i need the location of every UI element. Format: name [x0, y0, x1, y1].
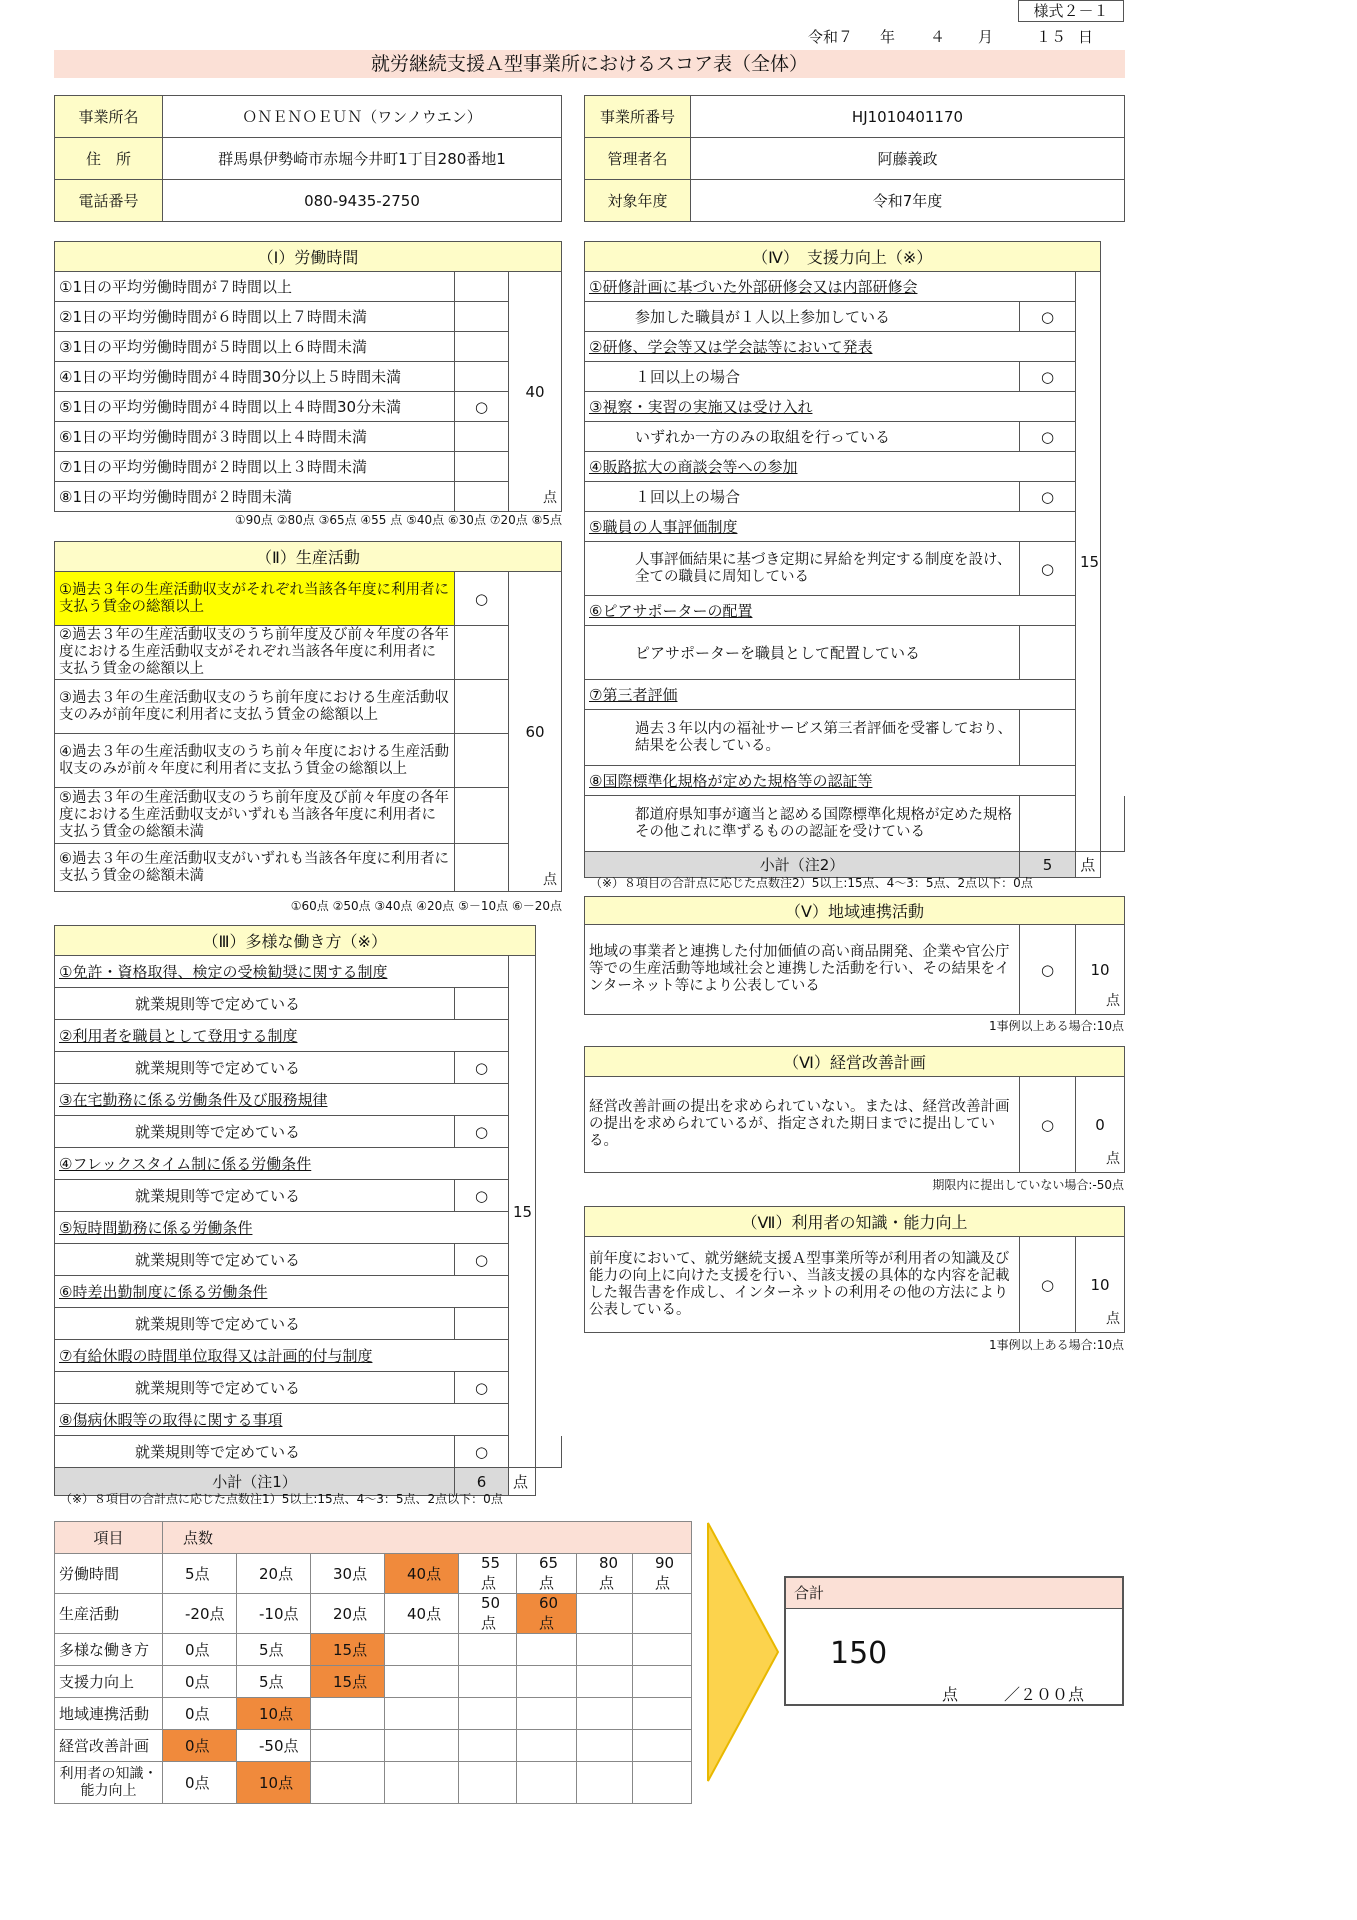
check-mark	[455, 482, 509, 512]
section-note: 1事例以上ある場合:10点	[989, 1338, 1124, 1352]
criterion-text: ④1日の平均労働時間が４時間30分以上５時間未満	[55, 362, 455, 392]
summary-cell	[633, 1730, 692, 1762]
score-unit: 点	[1076, 852, 1101, 878]
criterion-heading: ⑦第三者評価	[585, 680, 1076, 710]
summary-cell: 0点	[163, 1634, 237, 1666]
info-row	[585, 96, 1125, 138]
section-note: （※）８項目の合計点に応じた点数注1）5以上:15点、4～3：5点、2点以下：0点	[60, 1492, 503, 1506]
check-mark	[455, 988, 509, 1020]
score-summary-table	[54, 1521, 692, 1804]
check-mark: ○	[455, 1372, 509, 1404]
summary-row-label: 経営改善計画	[55, 1730, 163, 1762]
info-row	[55, 138, 562, 180]
summary-cell: 15点	[311, 1634, 385, 1666]
summary-cell: 20点	[237, 1554, 311, 1594]
page-title: 就労継続支援Ａ型事業所におけるスコア表（全体）	[54, 50, 1125, 78]
summary-cell: 15点	[311, 1666, 385, 1698]
info-row	[585, 180, 1125, 222]
section-note: ①60点 ②50点 ③40点 ④20点 ⑤－10点 ⑥－20点	[290, 899, 562, 913]
check-mark	[455, 844, 509, 892]
summary-cell	[385, 1634, 459, 1666]
section-support-capacity	[584, 241, 1125, 878]
arrow-icon	[706, 1521, 780, 1783]
summary-cell: -50点	[237, 1730, 311, 1762]
summary-cell	[517, 1698, 577, 1730]
section-score	[1076, 1077, 1125, 1173]
summary-cell	[459, 1698, 517, 1730]
score-unit: 点	[1106, 1311, 1120, 1327]
summary-row-label: 地域連携活動	[55, 1698, 163, 1730]
criterion-text: 就業規則等で定めている	[55, 1244, 455, 1276]
subtotal-value: 6	[455, 1468, 509, 1496]
summary-header-item: 項目	[55, 1522, 163, 1554]
summary-cell: 5点	[237, 1634, 311, 1666]
check-mark	[455, 626, 509, 680]
score-value: 10	[1090, 1275, 1110, 1294]
criterion-heading: ⑥時差出勤制度に係る労働条件	[55, 1276, 509, 1308]
score-unit: 点	[543, 872, 557, 888]
criterion-text: ⑥過去３年の生産活動収支がいずれも当該各年度に利用者に支払う賃金の総額未満	[55, 844, 455, 892]
check-mark	[455, 302, 509, 332]
summary-cell: 40点	[385, 1554, 459, 1594]
criterion-text: １回以上の場合	[585, 362, 1020, 392]
criterion-heading: ④販路拡大の商談会等への参加	[585, 452, 1076, 482]
criterion-text: 過去３年以内の福祉サービス第三者評価を受審しており、結果を公表している。	[585, 710, 1020, 766]
summary-cell: 55点	[459, 1554, 517, 1594]
check-mark	[455, 362, 509, 392]
summary-row	[55, 1730, 692, 1762]
criterion-heading: ④フレックスタイム制に係る労働条件	[55, 1148, 509, 1180]
summary-row	[55, 1762, 692, 1804]
section-management-plan	[584, 1046, 1125, 1173]
summary-cell	[577, 1634, 633, 1666]
criterion-heading: ⑤短時間勤務に係る労働条件	[55, 1212, 509, 1244]
criterion-text: 人事評価結果に基づき定期に昇給を判定する制度を設け、全ての職員に周知している	[585, 542, 1020, 596]
criterion-text: ⑤過去３年の生産活動収支のうち前年度及び前々年度の各年度における生産活動収支がいずれも当該各年度に利用者に支払う賃金の総額未満	[55, 788, 455, 844]
check-mark	[455, 1308, 509, 1340]
info-value: HJ1010401170	[691, 96, 1125, 138]
subtotal-label: 小計（注2）	[585, 852, 1020, 878]
summary-cell: 0点	[163, 1762, 237, 1804]
info-label: 対象年度	[585, 180, 691, 222]
criterion-text: ①1日の平均労働時間が７時間以上	[55, 272, 455, 302]
check-mark: ○	[455, 1116, 509, 1148]
criterion-text: 就業規則等で定めている	[55, 1372, 455, 1404]
date-era: 令和７	[808, 28, 854, 46]
total-box	[784, 1576, 1124, 1706]
summary-cell	[311, 1730, 385, 1762]
criterion-text: 参加した職員が１人以上参加している	[585, 302, 1020, 332]
criterion-heading: ⑦有給休暇の時間単位取得又は計画的付与制度	[55, 1340, 509, 1372]
date-month: ４	[930, 28, 946, 46]
summary-row	[55, 1594, 692, 1634]
criterion-heading: ⑧傷病休暇等の取得に関する事項	[55, 1404, 509, 1436]
summary-cell	[517, 1634, 577, 1666]
summary-cell	[577, 1730, 633, 1762]
score-value: 40	[525, 382, 545, 401]
summary-cell: 10点	[237, 1698, 311, 1730]
check-mark	[455, 734, 509, 788]
summary-row	[55, 1666, 692, 1698]
summary-cell: 80点	[577, 1554, 633, 1594]
total-max: ／２００点	[1004, 1685, 1085, 1704]
summary-cell: 0点	[163, 1666, 237, 1698]
criterion-text: ②過去３年の生産活動収支のうち前年度及び前々年度の各年度における生産活動収支がそれぞれ当該各年度に利用者に支払う賃金の総額以上	[55, 626, 455, 680]
check-mark	[1020, 626, 1076, 680]
section-title: （Ⅴ）地域連携活動	[585, 897, 1125, 925]
summary-cell: 0点	[163, 1698, 237, 1730]
summary-cell: 40点	[385, 1594, 459, 1634]
summary-cell	[577, 1762, 633, 1804]
criterion-heading: ①研修計画に基づいた外部研修会又は内部研修会	[585, 272, 1076, 302]
info-row	[55, 96, 562, 138]
info-label: 住 所	[55, 138, 163, 180]
check-mark: ○	[1020, 1077, 1076, 1173]
summary-cell: 50点	[459, 1594, 517, 1634]
check-mark	[455, 422, 509, 452]
info-row	[585, 138, 1125, 180]
check-mark: ○	[1020, 362, 1076, 392]
subtotal-label: 小計（注1）	[55, 1468, 455, 1496]
document-date	[800, 26, 1100, 48]
summary-row-label: 利用者の知識・能力向上	[55, 1762, 163, 1804]
criterion-text: 都道府県知事が適当と認める国際標準化規格が定めた規格その他これに準ずるものの認証を受けている	[585, 796, 1020, 852]
info-label: 事業所番号	[585, 96, 691, 138]
criterion-text: ⑤1日の平均労働時間が４時間以上４時間30分未満	[55, 392, 455, 422]
date-day-unit: 日	[1078, 28, 1094, 46]
check-mark: ○	[455, 1180, 509, 1212]
summary-cell	[577, 1594, 633, 1634]
summary-cell	[385, 1762, 459, 1804]
score-value: 60	[525, 722, 545, 741]
criterion-text: ①過去３年の生産活動収支がそれぞれ当該各年度に利用者に支払う賃金の総額以上	[55, 572, 455, 626]
section-title: （Ⅰ）労働時間	[55, 242, 562, 272]
summary-cell	[459, 1762, 517, 1804]
summary-cell	[311, 1762, 385, 1804]
section-score	[509, 272, 562, 512]
summary-row-label: 支援力向上	[55, 1666, 163, 1698]
subtotal-value: 5	[1020, 852, 1076, 878]
section-title: （Ⅵ）経営改善計画	[585, 1047, 1125, 1077]
check-mark: ○	[455, 1244, 509, 1276]
check-mark: ○	[455, 572, 509, 626]
criterion-text: ③1日の平均労働時間が５時間以上６時間未満	[55, 332, 455, 362]
info-label: 事業所名	[55, 96, 163, 138]
summary-cell	[517, 1730, 577, 1762]
criterion-text: ②1日の平均労働時間が６時間以上７時間未満	[55, 302, 455, 332]
criterion-text: ピアサポーターを職員として配置している	[585, 626, 1020, 680]
criterion-heading: ⑥ピアサポーターの配置	[585, 596, 1076, 626]
summary-cell	[459, 1730, 517, 1762]
total-label: 合計	[786, 1578, 1122, 1609]
summary-cell	[459, 1666, 517, 1698]
section-note: 1事例以上ある場合:10点	[989, 1019, 1124, 1033]
check-mark	[455, 272, 509, 302]
info-value: ＯＮＥＮＯＥＵＮ（ワンノウエン）	[163, 96, 562, 138]
criterion-heading: ②利用者を職員として登用する制度	[55, 1020, 509, 1052]
summary-cell	[385, 1666, 459, 1698]
section-note: 期限内に提出していない場合:-50点	[932, 1178, 1124, 1192]
summary-cell: -10点	[237, 1594, 311, 1634]
summary-cell	[517, 1762, 577, 1804]
criterion-heading: ③視察・実習の実施又は受け入れ	[585, 392, 1076, 422]
section-production	[54, 541, 562, 892]
criterion-heading: ⑤職員の人事評価制度	[585, 512, 1076, 542]
score-value: 10	[1090, 960, 1110, 979]
section-score	[1076, 1237, 1125, 1333]
check-mark: ○	[1020, 422, 1076, 452]
facility-info-left	[54, 95, 562, 222]
section-score	[1076, 925, 1125, 1015]
section-title: （Ⅳ） 支援力向上（※）	[585, 242, 1101, 272]
score-value: 0	[1095, 1115, 1105, 1134]
date-year-unit: 年	[880, 28, 896, 46]
info-row	[55, 180, 562, 222]
criterion-text: 就業規則等で定めている	[55, 1116, 455, 1148]
summary-row-label: 多様な働き方	[55, 1634, 163, 1666]
criterion-text: ⑦1日の平均労働時間が２時間以上３時間未満	[55, 452, 455, 482]
summary-cell	[385, 1698, 459, 1730]
summary-row	[55, 1554, 692, 1594]
section-note: （※）８項目の合計点に応じた点数注2）5以上:15点、4～3：5点、2点以下：0点	[590, 876, 1033, 890]
check-mark	[455, 452, 509, 482]
section-score	[509, 572, 562, 892]
section-user-ability	[584, 1206, 1125, 1333]
criterion-text: ④過去３年の生産活動収支のうち前々年度における生産活動収支のみが前々年度に利用者に支払う賃金の総額以上	[55, 734, 455, 788]
criterion-text: 地域の事業者と連携した付加価値の高い商品開発、企業や官公庁等での生産活動等地域社会と連携した活動を行い、その結果をインターネット等により公表している	[585, 925, 1020, 1015]
date-day: １５	[1036, 28, 1067, 46]
criterion-heading: ⑧国際標準化規格が定めた規格等の認証等	[585, 766, 1076, 796]
score-unit: 点	[1106, 993, 1120, 1009]
criterion-text: 就業規則等で定めている	[55, 988, 455, 1020]
check-mark	[455, 788, 509, 844]
criterion-text: ③過去３年の生産活動収支のうち前年度における生産活動収支のみが前年度に利用者に支払う賃金の総額以上	[55, 680, 455, 734]
criterion-text: ⑥1日の平均労働時間が３時間以上４時間未満	[55, 422, 455, 452]
criterion-text: ⑧1日の平均労働時間が２時間未満	[55, 482, 455, 512]
summary-row	[55, 1698, 692, 1730]
criterion-heading: ③在宅勤務に係る労働条件及び服務規律	[55, 1084, 509, 1116]
check-mark: ○	[455, 1052, 509, 1084]
summary-cell	[633, 1762, 692, 1804]
info-label: 電話番号	[55, 180, 163, 222]
summary-cell: 90点	[633, 1554, 692, 1594]
section-working-hours	[54, 241, 562, 512]
summary-cell: 10点	[237, 1762, 311, 1804]
summary-cell: -20点	[163, 1594, 237, 1634]
summary-cell: 65点	[517, 1554, 577, 1594]
check-mark: ○	[1020, 542, 1076, 596]
info-value: 阿藤義政	[691, 138, 1125, 180]
summary-header-points: 点数	[163, 1522, 692, 1554]
criterion-text: 経営改善計画の提出を求められていない。または、経営改善計画の提出を求められているが、指定された期日までに提出している。	[585, 1077, 1020, 1173]
check-mark: ○	[1020, 482, 1076, 512]
facility-info-right	[584, 95, 1125, 222]
summary-row-label: 生産活動	[55, 1594, 163, 1634]
info-value: 群馬県伊勢崎市赤堀今井町1丁目280番地1	[163, 138, 562, 180]
score-unit: 点	[543, 490, 557, 506]
criterion-text: いずれか一方のみの取組を行っている	[585, 422, 1020, 452]
section-note: ①90点 ②80点 ③65点 ④55 点 ⑤40点 ⑥30点 ⑦20点 ⑧5点	[234, 513, 562, 527]
summary-cell: 0点	[163, 1730, 237, 1762]
summary-cell: 60点	[517, 1594, 577, 1634]
summary-cell	[459, 1634, 517, 1666]
summary-cell	[577, 1698, 633, 1730]
section-title: （Ⅶ）利用者の知識・能力向上	[585, 1207, 1125, 1237]
section-title: （Ⅱ）生産活動	[55, 542, 562, 572]
summary-row-label: 労働時間	[55, 1554, 163, 1594]
criterion-text: 就業規則等で定めている	[55, 1180, 455, 1212]
section-score: 15	[509, 956, 536, 1468]
summary-cell	[633, 1666, 692, 1698]
criterion-text: 前年度において、就労継続支援Ａ型事業所等が利用者の知識及び能力の向上に向けた支援を行い、当該支援の具体的な内容を記載した報告書を作成し、インターネットの利用その他の方法により公表している。	[585, 1237, 1020, 1333]
summary-cell: 5点	[237, 1666, 311, 1698]
section-title: （Ⅲ）多様な働き方（※）	[55, 926, 536, 956]
info-label: 管理者名	[585, 138, 691, 180]
total-unit: 点	[942, 1685, 959, 1704]
check-mark	[1020, 710, 1076, 766]
criterion-text: 就業規則等で定めている	[55, 1436, 455, 1468]
summary-cell	[311, 1698, 385, 1730]
check-mark	[455, 332, 509, 362]
summary-cell: 5点	[163, 1554, 237, 1594]
summary-header-row	[55, 1522, 692, 1554]
summary-cell	[633, 1698, 692, 1730]
check-mark	[455, 680, 509, 734]
summary-cell	[577, 1666, 633, 1698]
criterion-heading: ②研修、学会等又は学会誌等において発表	[585, 332, 1076, 362]
form-number: 様式２－１	[1018, 0, 1124, 22]
info-value: 080-9435-2750	[163, 180, 562, 222]
check-mark: ○	[1020, 302, 1076, 332]
summary-cell: 30点	[311, 1554, 385, 1594]
criterion-text: １回以上の場合	[585, 482, 1020, 512]
summary-cell	[385, 1730, 459, 1762]
section-score: 15	[1076, 272, 1101, 852]
summary-row	[55, 1634, 692, 1666]
criterion-heading: ①免許・資格取得、検定の受検勧奨に関する制度	[55, 956, 509, 988]
check-mark: ○	[1020, 925, 1076, 1015]
section-diverse-work	[54, 925, 562, 1496]
score-unit: 点	[509, 1468, 536, 1496]
criterion-text: 就業規則等で定めている	[55, 1308, 455, 1340]
summary-cell	[633, 1594, 692, 1634]
check-mark: ○	[455, 1436, 509, 1468]
info-value: 令和7年度	[691, 180, 1125, 222]
summary-cell: 20点	[311, 1594, 385, 1634]
check-mark: ○	[1020, 1237, 1076, 1333]
summary-cell	[517, 1666, 577, 1698]
score-unit: 点	[1106, 1151, 1120, 1167]
summary-cell	[633, 1634, 692, 1666]
criterion-text: 就業規則等で定めている	[55, 1052, 455, 1084]
section-regional-cooperation	[584, 896, 1125, 1015]
date-month-unit: 月	[978, 28, 994, 46]
total-value: 150	[830, 1636, 888, 1671]
check-mark: ○	[455, 392, 509, 422]
check-mark	[1020, 796, 1076, 852]
